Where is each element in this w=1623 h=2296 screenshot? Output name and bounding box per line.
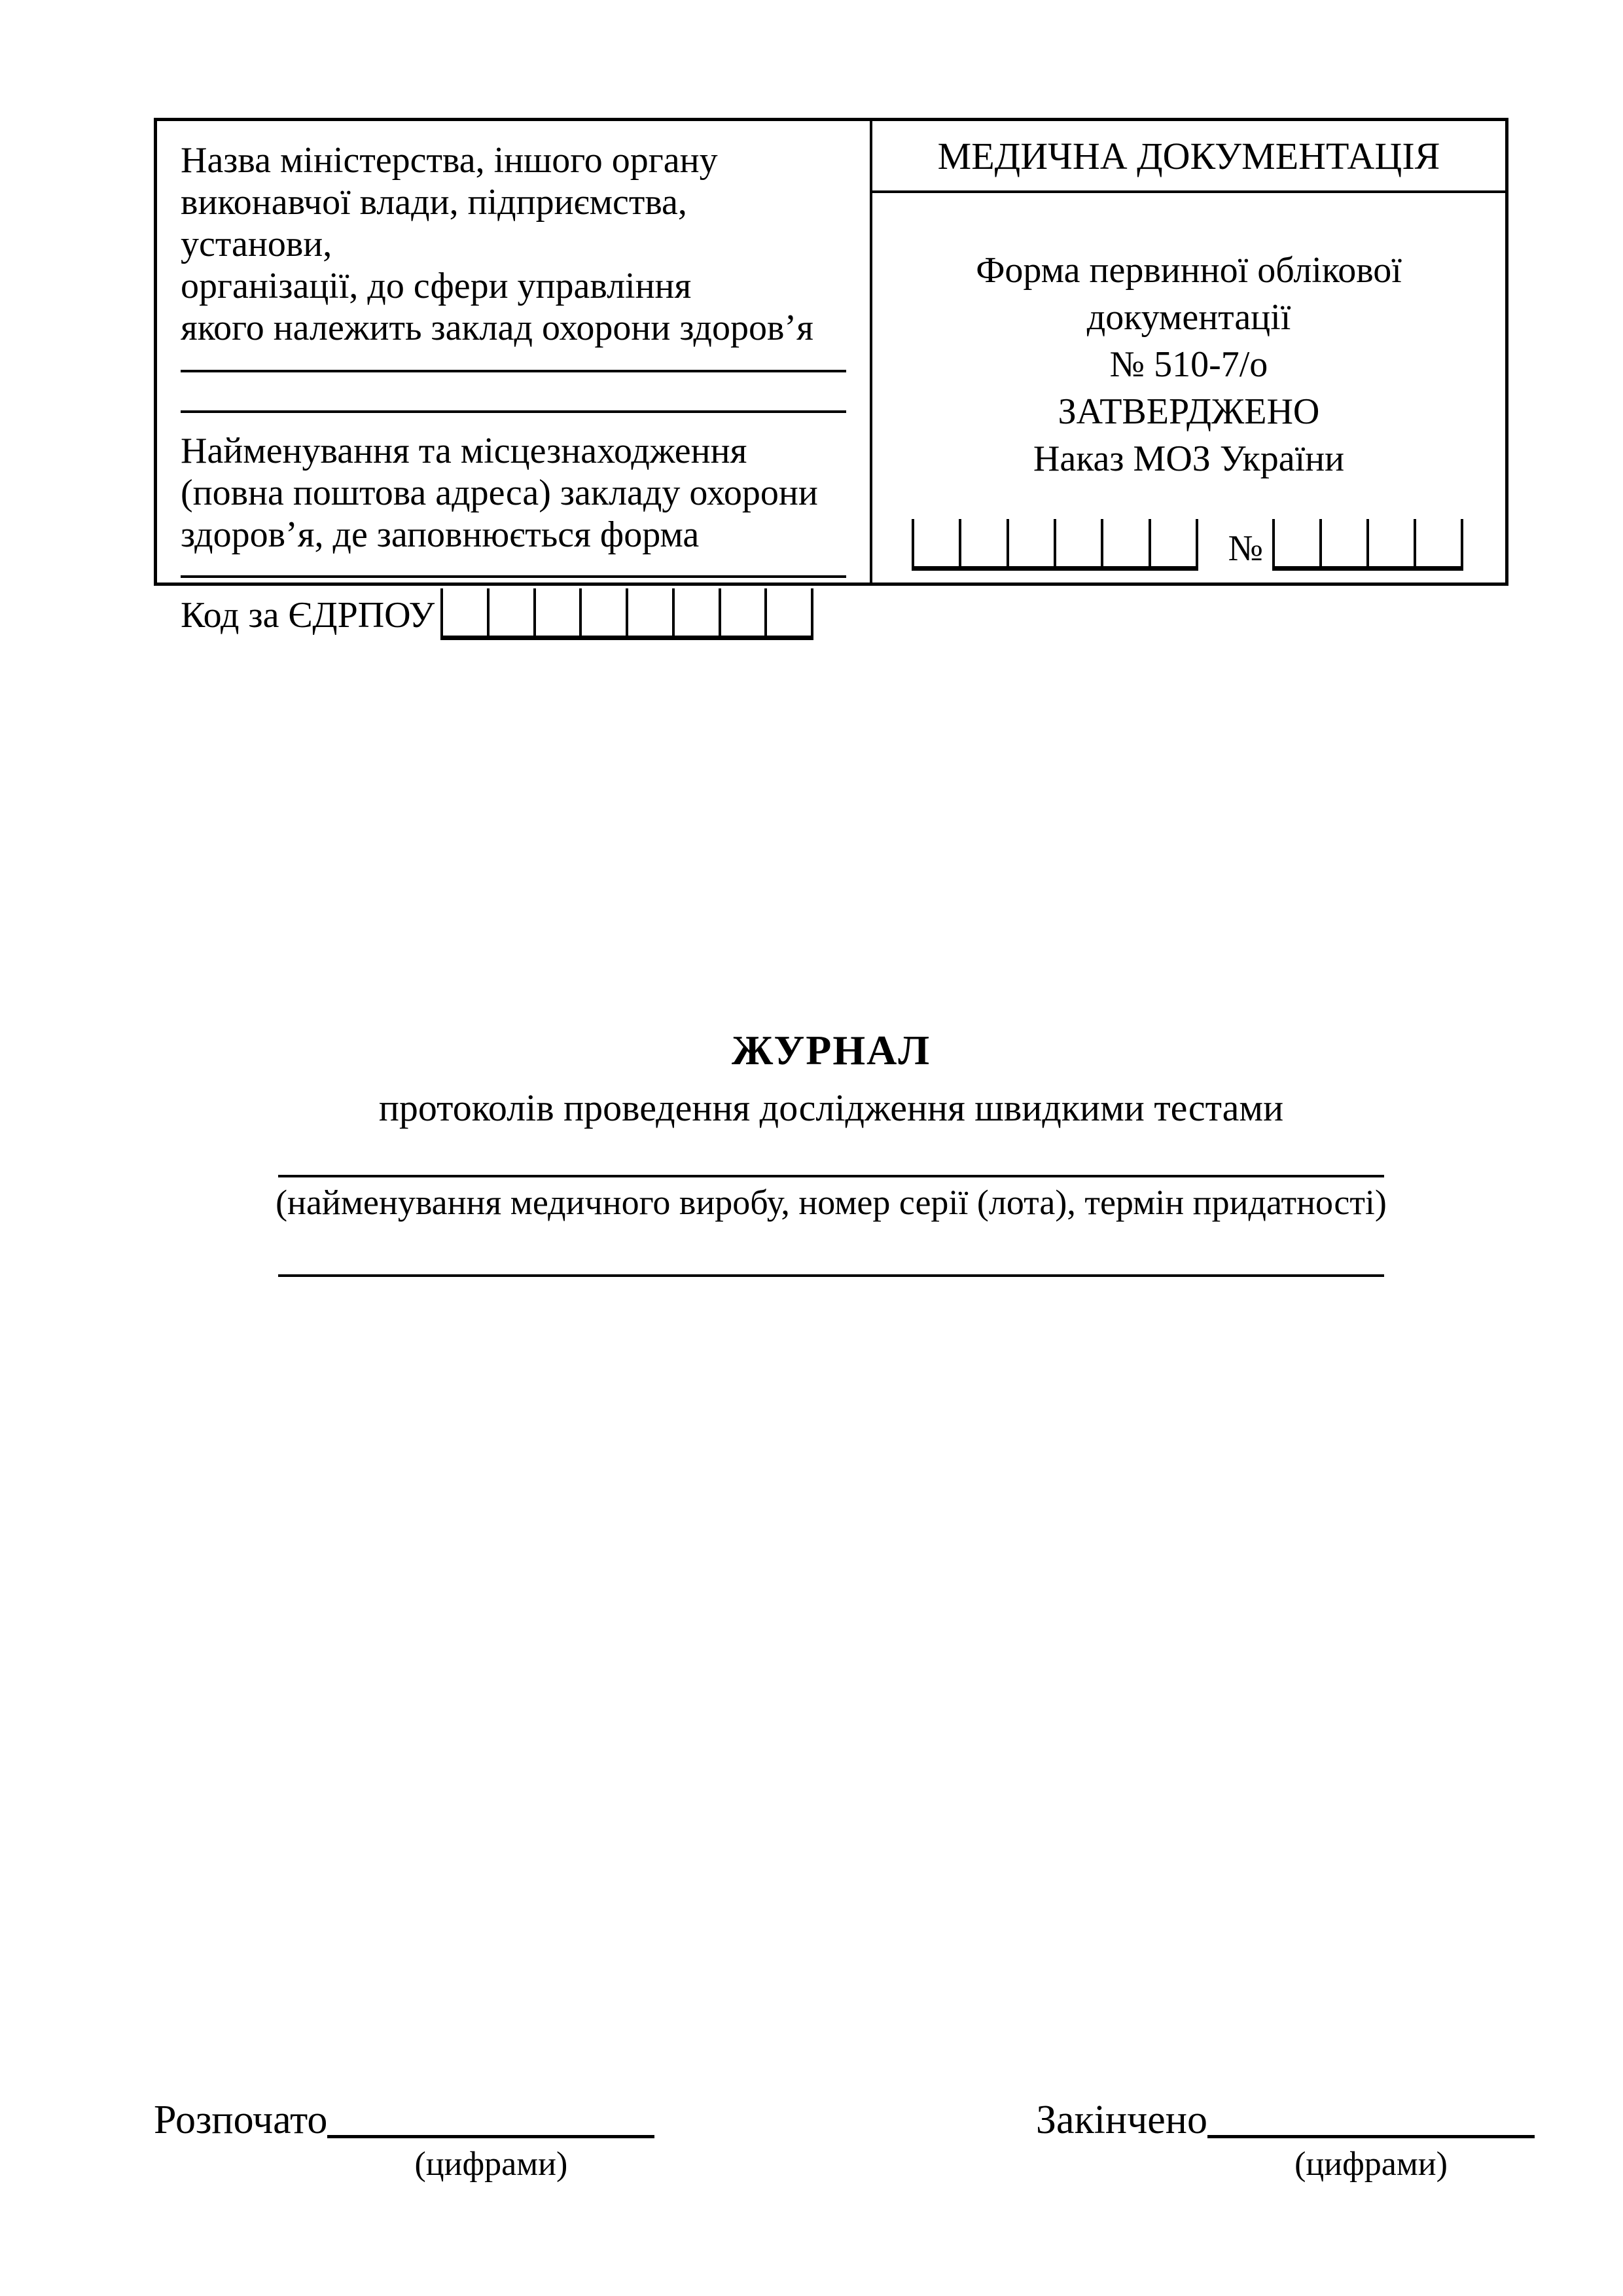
address-hint-line-3: здоров’я, де заповнюється форма <box>181 514 700 555</box>
finished-date-blank[interactable] <box>1207 2094 1535 2138</box>
comb-cell[interactable] <box>1054 519 1101 566</box>
finished-field <box>1207 2094 1535 2184</box>
device-caption: (найменування медичного виробу, номер серії (лота), термін придатності) <box>276 1183 1387 1222</box>
approved-label: ЗАТВЕРДЖЕНО <box>1058 391 1320 432</box>
org-write-in-line-2[interactable] <box>181 410 846 413</box>
started-date-blank[interactable] <box>327 2094 654 2138</box>
comb-cell[interactable] <box>1272 519 1319 566</box>
order-source-label: Наказ МОЗ України <box>1033 439 1345 479</box>
started-label: Розпочато <box>154 2098 328 2142</box>
address-write-in-line[interactable] <box>181 575 846 578</box>
comb-cell[interactable] <box>1149 519 1198 566</box>
form-line-2: документації <box>1086 297 1291 338</box>
header-box <box>154 118 1508 636</box>
comb-cell[interactable] <box>533 588 580 636</box>
comb-cell[interactable] <box>626 588 672 636</box>
journal-title: ЖУРНАЛ <box>731 1027 931 1073</box>
finished-label: Закінчено <box>1036 2098 1207 2142</box>
org-hint <box>181 139 846 349</box>
org-write-in-line-1[interactable] <box>181 370 846 372</box>
title-block <box>154 1024 1508 1277</box>
order-fields-row <box>872 519 1505 571</box>
comb-cell[interactable] <box>579 588 626 636</box>
order-no-label: № <box>1228 528 1263 569</box>
comb-cell[interactable] <box>719 588 765 636</box>
finished-caption: (цифрами) <box>1294 2145 1448 2183</box>
form-number: № 510-7/о <box>1109 344 1268 385</box>
medical-documentation-band <box>872 121 1505 193</box>
address-hint <box>181 430 846 556</box>
order-number-field[interactable] <box>1272 519 1463 571</box>
form-approval-block <box>976 247 1402 482</box>
order-date-field[interactable] <box>912 519 1198 571</box>
edrpou-row <box>181 588 846 640</box>
org-hint-line-1: Назва міністерства, іншого органу <box>181 140 718 181</box>
comb-cell[interactable] <box>1319 519 1366 566</box>
started-caption: (цифрами) <box>414 2145 568 2183</box>
org-hint-line-2: виконавчої влади, підприємства, установи, <box>181 182 687 264</box>
address-hint-line-2: (повна поштова адреса) закладу охорони <box>181 473 818 513</box>
comb-cell[interactable] <box>1366 519 1414 566</box>
comb-cell[interactable] <box>1101 519 1148 566</box>
comb-cell[interactable] <box>912 519 959 566</box>
finished-group <box>1036 2094 1535 2183</box>
journal-subtitle: протоколів проведення дослідження швидкими тестами <box>378 1086 1284 1129</box>
device-write-in-line-1[interactable] <box>278 1175 1384 1177</box>
org-hint-line-3: організації, до сфери управління <box>181 266 692 306</box>
form-line-1: Форма первинної облікової <box>976 250 1402 291</box>
comb-cell[interactable] <box>959 519 1006 566</box>
started-field <box>327 2094 654 2184</box>
header-right-column <box>872 121 1505 583</box>
started-group <box>154 2094 654 2183</box>
comb-cell[interactable] <box>487 588 533 636</box>
edrpou-code-field[interactable] <box>440 588 813 640</box>
org-hint-line-4: якого належить заклад охорони здоров’я <box>181 308 813 348</box>
address-hint-line-1: Найменування та місцезнаходження <box>181 431 747 471</box>
comb-cell[interactable] <box>1414 519 1463 566</box>
comb-cell[interactable] <box>440 588 487 636</box>
medical-documentation-title: МЕДИЧНА ДОКУМЕНТАЦІЯ <box>937 134 1440 177</box>
comb-cell[interactable] <box>672 588 719 636</box>
edrpou-label: Код за ЄДРПОУ <box>181 595 435 636</box>
header-left-column <box>157 121 872 636</box>
comb-cell[interactable] <box>764 588 813 636</box>
device-write-in-line-2[interactable] <box>278 1274 1384 1277</box>
comb-cell[interactable] <box>1007 519 1054 566</box>
